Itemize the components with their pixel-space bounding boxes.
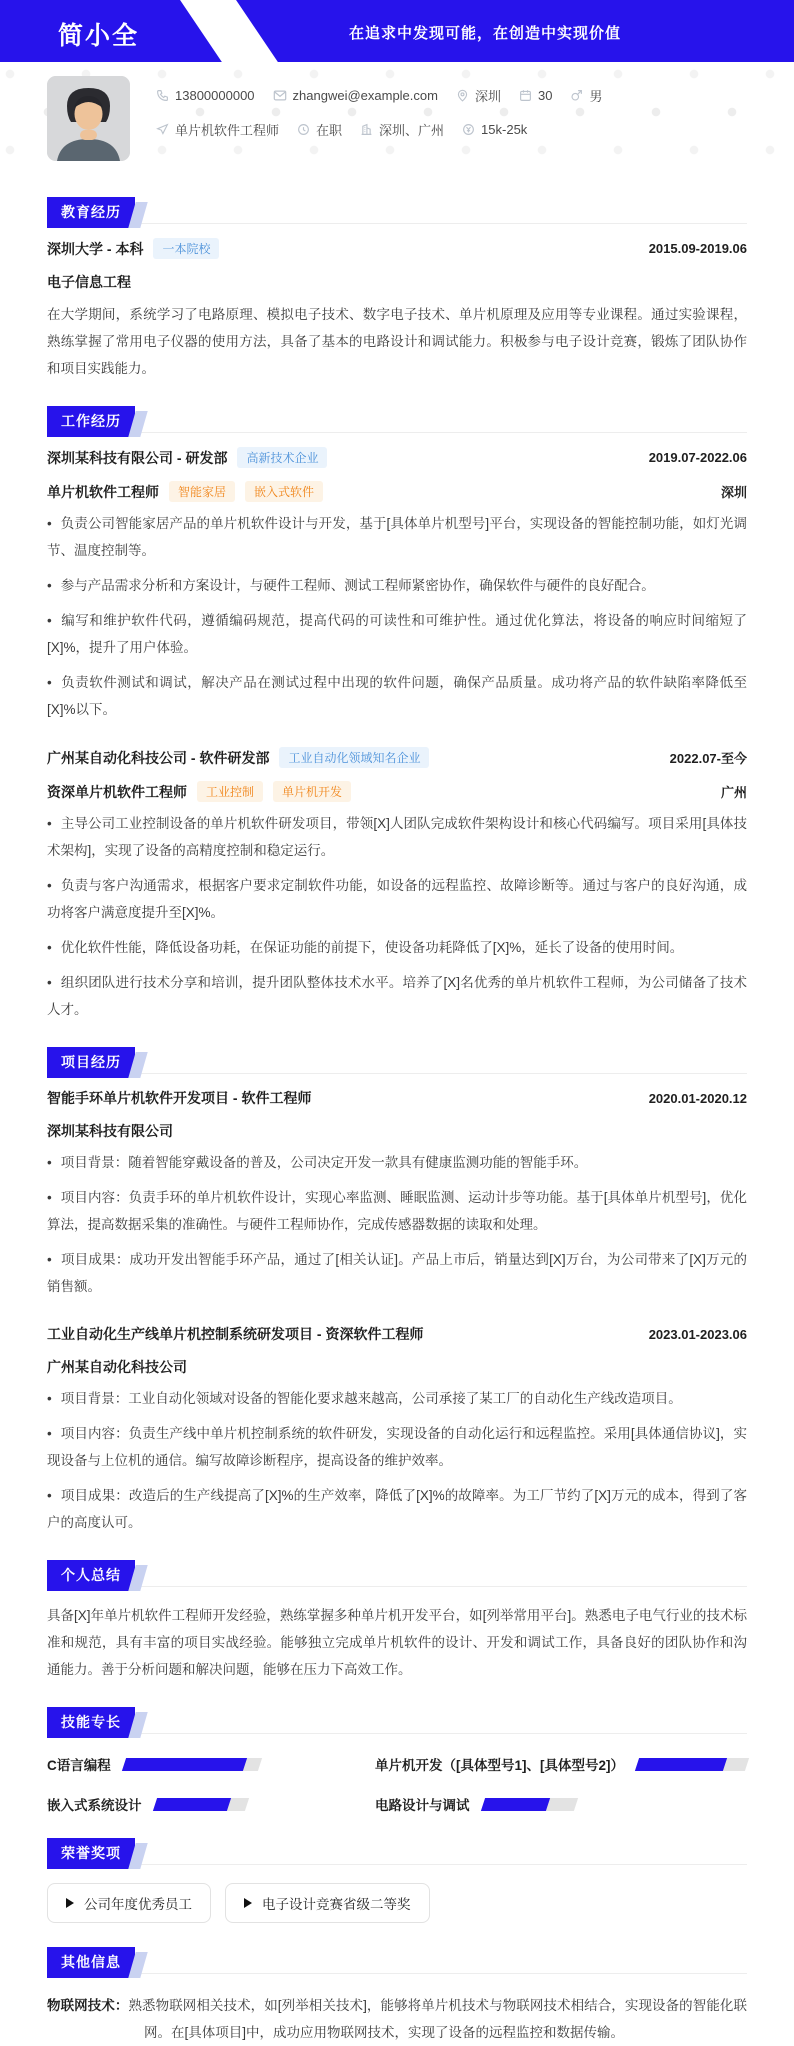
work-date: 2019.07-2022.06: [648, 450, 747, 465]
honors-title: 荣誉奖项: [47, 1838, 135, 1869]
work-entry: [47, 747, 747, 1023]
honor-chip-label: 电子设计竞赛省级二等奖: [262, 1897, 411, 1912]
status-icon: [297, 123, 310, 136]
project-title-row: [47, 1324, 747, 1344]
project-entry: [47, 1324, 747, 1536]
position-row: [47, 481, 747, 502]
project-bullet: • 项目成果：成功开发出智能手环产品，通过了[相关认证]。产品上市后，销量达到[X]万台，为公司带来了[X]万元的销售额。: [47, 1246, 747, 1300]
company-tag: 工业自动化领域知名企业: [279, 747, 429, 768]
summary-section: [0, 1560, 794, 1683]
work-bullet: • 主导公司工业控制设备的单片机软件研发项目，带领[X]人团队完成软件架构设计和核心代码编写。项目采用[具体技术架构]，实现了设备的高精度控制和稳定运行。: [47, 810, 747, 864]
banner-slogan: 在追求中发现可能，在创造中实现价值: [348, 25, 621, 42]
phone-icon: [156, 89, 169, 102]
job-title-value: 单片机软件工程师: [175, 123, 280, 138]
skill-item: [375, 1754, 747, 1774]
project-company-row: [47, 1121, 747, 1141]
skill-bar-track: [122, 1758, 262, 1771]
skill-label: C语言编程: [47, 1758, 111, 1773]
project-name: 工业自动化生产线单片机控制系统研发项目 - 资深软件工程师: [47, 1326, 424, 1342]
project-company-row: [47, 1357, 747, 1377]
profile-photo: [47, 76, 130, 161]
location-value: 深圳: [474, 89, 501, 104]
city-icon: [360, 123, 373, 136]
school-name: 深圳大学 - 本科: [47, 240, 144, 257]
email-icon: [273, 89, 287, 102]
avatar: [47, 76, 130, 161]
company-row: [47, 747, 747, 768]
other-info-text: [47, 1992, 747, 2046]
status-value: 在职: [316, 123, 343, 138]
project-company: 广州某自动化科技公司: [47, 1359, 187, 1375]
target-cities-value: 深圳、广州: [379, 123, 445, 138]
project-entry: [47, 1088, 747, 1300]
location-icon: [456, 89, 469, 103]
skill-bar-fill: [480, 1798, 549, 1811]
major-row: [47, 272, 747, 292]
email-item: [273, 88, 438, 103]
skill-label: 单片机开发（[具体型号1]、[具体型号2]）: [375, 1758, 624, 1773]
honors-section: [0, 1838, 794, 1923]
salary-icon: [462, 123, 475, 136]
skills-title: 技能专长: [47, 1707, 135, 1738]
job-title-icon: [156, 123, 169, 136]
work-bullet: • 负责公司智能家居产品的单片机软件设计与开发，基于[具体单片机型号]平台，实现设备的智能控制功能，如灯光调节、温度控制等。: [47, 510, 747, 564]
projects-title: 项目经历: [47, 1047, 135, 1078]
location-item: [456, 86, 501, 105]
project-bullet: • 项目内容：负责手环的单片机软件设计，实现心率监测、睡眠监测、运动计步等功能。基于[具体单片机型号]，优化算法，提高数据采集的准确性。与硬件工程师协作，完成传感器数据的读取和处理。: [47, 1184, 747, 1238]
email-value: zhangwei@example.com: [292, 88, 438, 103]
project-bullet: • 项目背景：工业自动化领域对设备的智能化要求越来越高，公司承接了某工厂的自动化生产线改造项目。: [47, 1385, 747, 1412]
company-row: [47, 447, 747, 468]
project-name: 智能手环单片机软件开发项目 - 软件工程师: [47, 1090, 312, 1106]
work-location: 深圳: [720, 485, 747, 500]
profile-section: [0, 62, 794, 173]
company-name: 广州某自动化科技公司 - 软件研发部: [47, 749, 270, 766]
project-bullet: • 项目背景：随着智能穿戴设备的普及，公司决定开发一款具有健康监测功能的智能手环。: [47, 1149, 747, 1176]
skill-bar-fill: [122, 1758, 247, 1771]
salary-item: [462, 122, 527, 137]
work-entry: [47, 447, 747, 723]
work-bullet: • 编写和维护软件代码，遵循编码规范，提高代码的可读性和可维护性。通过优化算法，将设备的响应时间缩短了[X]%，提升了用户体验。: [47, 607, 747, 661]
skill-label: 电路设计与调试: [375, 1798, 470, 1813]
skills-section: [0, 1707, 794, 1814]
summary-header: [47, 1560, 747, 1587]
skill-bar-fill: [152, 1798, 230, 1811]
education-date: 2015.09-2019.06: [648, 241, 747, 256]
position-name: 单片机软件工程师: [47, 483, 159, 500]
project-bullet: • 项目成果：改造后的生产线提高了[X]%的生产效率，降低了[X]%的故障率。为工厂节约了[X]万元的成本，得到了客户的高度认可。: [47, 1482, 747, 1536]
project-bullet: • 项目内容：负责生产线中单片机控制系统的软件研发，实现设备的自动化运行和远程监控。采用[具体通信协议]，实现设备与上位机的通信。编写故障诊断程序，提高设备的维护效率。: [47, 1420, 747, 1474]
other-info-section: [0, 1947, 794, 2046]
age-icon: [519, 89, 532, 102]
skill-bar-track: [480, 1798, 577, 1811]
work-bullet: • 优化软件性能，降低设备功耗，在保证功能的前提下，使设备功耗降低了[X]%，延长了设备的使用时间。: [47, 934, 747, 961]
position-tag: 智能家居: [169, 481, 235, 502]
company-name: 深圳某科技有限公司 - 研发部: [47, 449, 228, 466]
other-info-title: 其他信息: [47, 1947, 135, 1978]
profile-info-row-2: [156, 120, 602, 139]
position-name: 资深单片机软件工程师: [47, 783, 187, 800]
projects-header: [47, 1047, 747, 1074]
summary-title: 个人总结: [47, 1560, 135, 1591]
honor-chip[interactable]: [47, 1883, 211, 1923]
skill-label: 嵌入式系统设计: [47, 1798, 142, 1813]
top-banner: [0, 0, 794, 62]
job-title-item: [156, 120, 279, 139]
honor-chip-label: 公司年度优秀员工: [84, 1897, 192, 1912]
age-item: [519, 88, 552, 103]
education-section: [0, 197, 794, 382]
work-bullet: • 负责软件测试和调试，解决产品在测试过程中出现的软件问题，确保产品质量。成功将产品的软件缺陷率降低至[X]%以下。: [47, 669, 747, 723]
skill-item: [47, 1794, 345, 1814]
company-tag: 高新技术企业: [237, 447, 327, 468]
skill-bar-track: [152, 1798, 248, 1811]
education-description: 在大学期间，系统学习了电路原理、模拟电子技术、数字电子技术、单片机原理及应用等专业课程。通过实验课程，熟练掌握了常用电子仪器的使用方法，具备了基本的电路设计和调试能力。积极参与电子设计竞赛，锻炼了团队协作和项目实践能力。: [47, 307, 747, 376]
major-name: 电子信息工程: [47, 274, 131, 290]
honor-chips: [47, 1883, 747, 1923]
status-item: [297, 120, 342, 139]
project-date: 2020.01-2020.12: [648, 1090, 747, 1106]
gender-value: 男: [589, 89, 603, 104]
gender-item: [570, 86, 602, 105]
skills-header: [47, 1707, 747, 1734]
work-location: 广州: [720, 785, 747, 800]
education-entry: [47, 238, 747, 382]
position-tag: 单片机开发: [273, 781, 351, 802]
profile-info-row-1: [156, 86, 602, 105]
honor-chip[interactable]: [225, 1883, 430, 1923]
skill-bar-track: [635, 1758, 749, 1771]
work-bullet: • 负责与客户沟通需求，根据客户要求定制软件功能，如设备的远程监控、故障诊断等。通过与客户的良好沟通，成功将客户满意度提升至[X]%。: [47, 872, 747, 926]
project-date: 2023.01-2023.06: [648, 1326, 747, 1342]
position-tag: 工业控制: [197, 781, 263, 802]
other-info-value: 熟悉物联网相关技术，如[列举相关技术]，能够将单片机技术与物联网技术相结合，实现设备的智能化联网。在[具体项目]中，成功应用物联网技术，实现了设备的远程监控和数据传输。: [128, 1998, 747, 2040]
position-row: [47, 781, 747, 802]
gender-icon: [570, 89, 583, 102]
project-title-row: [47, 1088, 747, 1108]
position-tag: 嵌入式软件: [245, 481, 323, 502]
skill-bar-fill: [635, 1758, 727, 1771]
work-bullet: • 组织团队进行技术分享和培训，提升团队整体技术水平。培养了[X]名优秀的单片机软件工程师，为公司储备了技术人才。: [47, 969, 747, 1023]
age-value: 30: [537, 88, 553, 103]
education-title-row: [47, 238, 747, 259]
skills-grid: [47, 1754, 747, 1814]
summary-text: 具备[X]年单片机软件工程师开发经验，熟练掌握多种单片机开发平台，如[列举常用平台]。熟悉电子电气行业的技术标准和规范，具有丰富的项目实战经验。能够独立完成单片机软件的设计、开发和调试工作，具备良好的团队协作和沟通能力。善于分析问题和解决问题，能够在压力下高效工作。: [47, 1608, 747, 1677]
phone-item: [156, 88, 255, 103]
work-bullet: • 参与产品需求分析和方案设计，与硬件工程师、测试工程师紧密协作，确保软件与硬件的良好配合。: [47, 572, 747, 599]
play-icon: [66, 1898, 74, 1908]
play-icon: [244, 1898, 252, 1908]
other-info-header: [47, 1947, 747, 1974]
work-date: 2022.07-至今: [669, 751, 747, 766]
skill-item: [47, 1754, 345, 1774]
profile-info: [156, 76, 602, 154]
phone-value: 13800000000: [175, 88, 255, 103]
honors-header: [47, 1838, 747, 1865]
project-company: 深圳某科技有限公司: [47, 1123, 173, 1139]
work-header: [47, 406, 747, 433]
skill-item: [375, 1794, 747, 1814]
diagonal-stripe: [175, 0, 292, 62]
education-header: [47, 197, 747, 224]
work-title: 工作经历: [47, 406, 135, 437]
other-info-label: 物联网技术：: [47, 1998, 129, 2013]
school-tag: 一本院校: [153, 238, 219, 259]
work-section: [0, 406, 794, 1023]
brand-logo: 简小全: [58, 22, 140, 50]
target-cities-item: [360, 120, 444, 139]
projects-section: [0, 1047, 794, 1536]
salary-value: 15k-25k: [481, 122, 528, 137]
education-title: 教育经历: [47, 197, 135, 228]
